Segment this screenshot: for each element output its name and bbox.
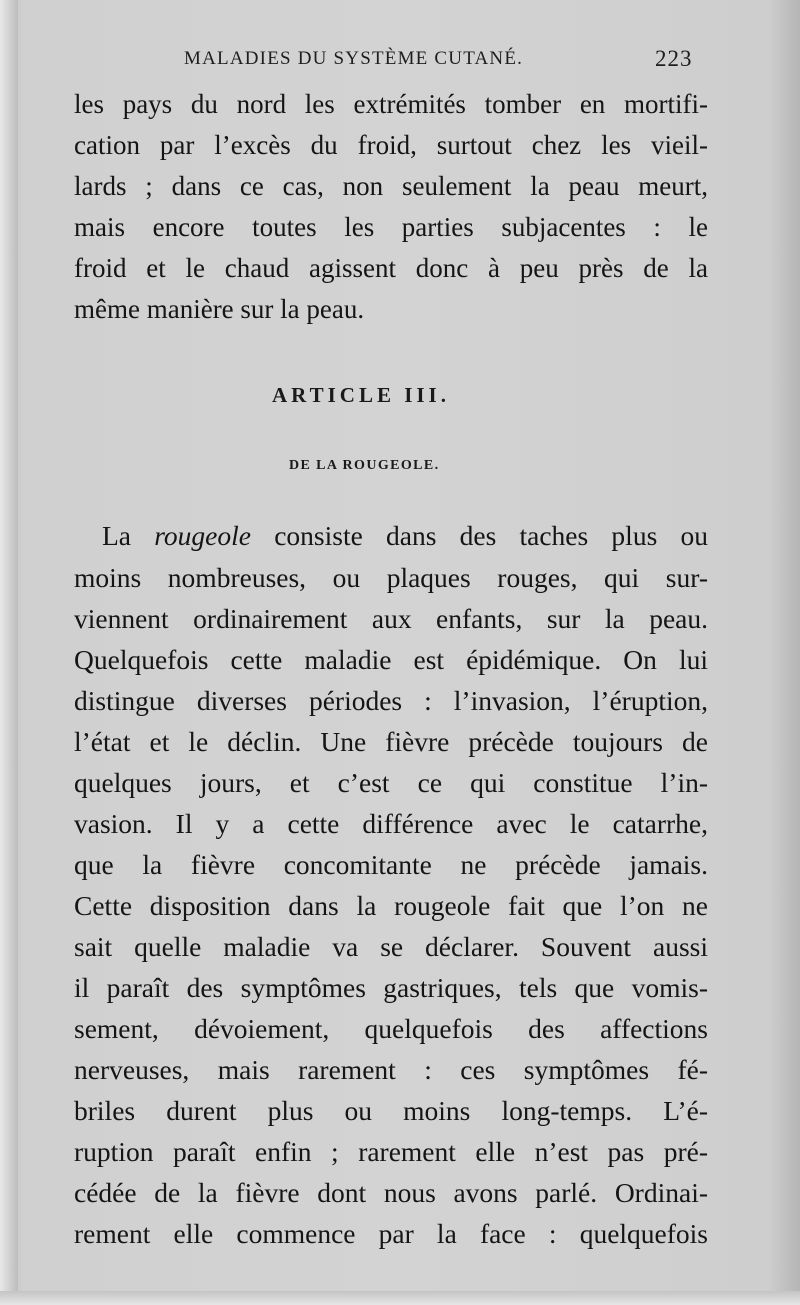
text-span: consiste dans des taches plus ou: [250, 520, 708, 551]
running-title: MALADIES DU SYSTÈME CUTANÉ.: [184, 48, 524, 69]
text-line: sait quelle maladie va se déclarer. Souvent aussi: [74, 931, 708, 962]
text-line: l’état et le déclin. Une fièvre précède toujours de: [74, 726, 708, 757]
text-line: Cette disposition dans la rougeole fait que l’on ne: [74, 890, 708, 921]
text-line: même manière sur la peau.: [74, 294, 365, 324]
text-line: mais encore toutes les parties subjacentes : le: [74, 212, 708, 242]
text-line: sement, dévoiement, quelquefois des affections: [74, 1013, 708, 1044]
text-line: distingue diverses périodes : l’invasion, l’éruption,: [74, 685, 708, 716]
text-line: lards ; dans ce cas, non seulement la peau meurt,: [74, 171, 708, 201]
text-line: les pays du nord les extrémités tomber en mortifi-: [74, 89, 708, 119]
text-line: viennent ordinairement aux enfants, sur la peau.: [74, 603, 708, 634]
text-line-first: [102, 520, 708, 552]
article-heading: ARTICLE III.: [272, 383, 450, 407]
text-line: briles durent plus ou moins long-temps. L’é-: [74, 1095, 708, 1126]
text-line: ruption paraît enfin ; rarement elle n’est pas pré-: [74, 1136, 708, 1167]
page-bottom-edge: [0, 1291, 800, 1305]
text-line: cation par l’excès du froid, surtout chez les vieil-: [74, 130, 708, 160]
text-line: nerveuses, mais rarement : ces symptômes fé-: [74, 1054, 708, 1085]
text-line: rement elle commence par la face : quelquefois: [74, 1218, 708, 1249]
text-line: froid et le chaud agissent donc à peu près de la: [74, 253, 708, 283]
text-line: moins nombreuses, ou plaques rouges, qui sur-: [74, 562, 708, 593]
text-line: que la fièvre concomitante ne précède jamais.: [74, 849, 708, 880]
page-number: 223: [655, 46, 693, 71]
section-heading: DE LA ROUGEOLE.: [289, 458, 440, 473]
text-line: vasion. Il y a cette différence avec le catarrhe,: [74, 808, 708, 839]
text-line: quelques jours, et c’est ce qui constitue l’in-: [74, 767, 708, 798]
text-line: Quelquefois cette maladie est épidémique. On lui: [74, 644, 708, 675]
text-line: cédée de la fièvre dont nous avons parlé. Ordinai-: [74, 1177, 708, 1208]
text-span: La: [102, 520, 155, 551]
page-header: [0, 46, 800, 76]
italic-term: rougeole: [154, 520, 251, 551]
text-line: il paraît des symptômes gastriques, tels que vomis-: [74, 972, 708, 1003]
page-gutter-shadow: [0, 0, 18, 1305]
